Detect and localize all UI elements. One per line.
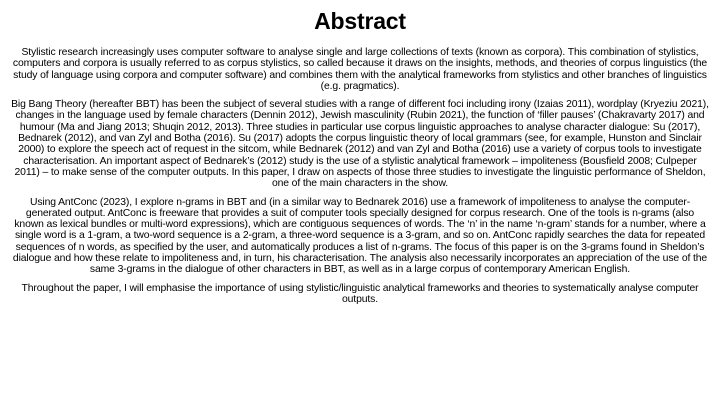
- page-title: Abstract: [314, 8, 406, 34]
- abstract-paragraph-1: Stylistic research increasingly uses computer software to analyse single and large collections of texts (known as corpora). This combination of stylistics, computers and corpora is usually referred to as corpus stylistics, so called because it draws on the insights, methods, and theories of corpus linguistics (the study of language using corpora and computer software) and combines them with the analytical frameworks from stylistics and other branches of linguistics (e.g. pragmatics).: [12, 47, 708, 92]
- abstract-paragraph-2: Big Bang Theory (hereafter BBT) has been the subject of several studies with a range of different foci including irony (Izaias 2011), wordplay (Kryeziu 2021), changes in the language used by female characters (Dennin 2012), Jewish masculinity (Rubin 2021), the function of ‘filler pauses’ (Chakravarty 2017) and humour (Ma and Jiang 2013; Shuqin 2012, 2013). Three studies in particular use corpus linguistic approaches to analyse character dialogue: Su (2017), Bednarek (2012), and van Zyl and Botha (2016). Su (2017) adopts the corpus linguistic theory of local grammars (see, for example, Hunston and Sinclair 2000) to explore the speech act of request in the sitcom, while Bednarek (2012) and van Zyl and Botha (2016) use a variety of corpus tools to investigate characterisation. An important aspect of Bednarek’s (2012) study is the use of a stylistic analytical framework – impoliteness (Bousfield 2008; Culpeper 2011) – to make sense of the computer outputs. In this paper, I draw on aspects of those three studies to investigate the linguistic performance of Sheldon, one of the main characters in the show.: [11, 99, 709, 190]
- abstract-paragraph-4: Throughout the paper, I will emphasise the importance of using stylistic/linguistic analytical frameworks and theories to systematically analyse computer outputs.: [21, 282, 699, 305]
- abstract-paragraph-3: Using AntConc (2023), I explore n-grams in BBT and (in a similar way to Bednarek 2016) use a framework of impoliteness to analyse the computer-generated output. AntConc is freeware that provides a suit of computer tools specially designed for corpus research. One of the tools is n-grams (also known as lexical bundles or multi-word expressions), which are contiguous sequences of words. The ‘n’ in the name ‘n-gram’ stands for a number, where a single word is a 1-gram, a two-word sequence is a 2-gram, a three-word sequence is a 3-gram, and so on. AntConc rapidly searches the data for repeated sequences of n words, as specified by the user, and automatically produces a list of n-grams. The focus of this paper is on the 3-grams found in Sheldon’s dialogue and how these relate to impoliteness and, in turn, his characterisation. The analysis also necessarily incorporates an appreciation of the use of the same 3-grams in the dialogue of other characters in BBT, as well as in a large corpus of contemporary American English.: [12, 196, 708, 276]
